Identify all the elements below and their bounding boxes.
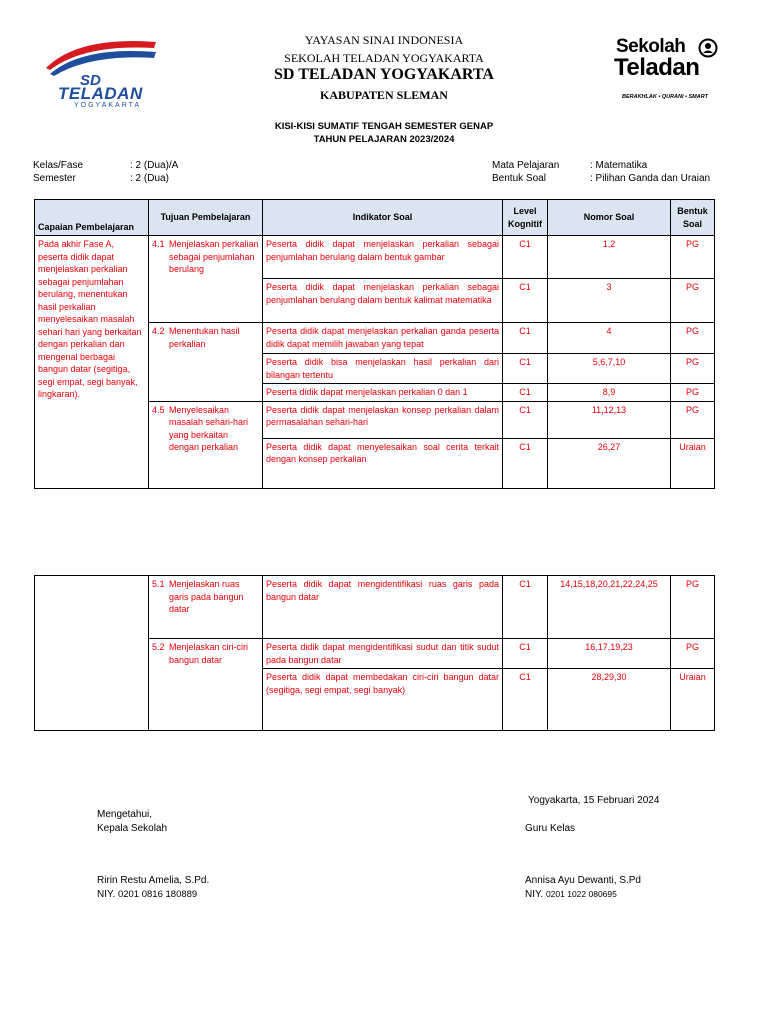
- bentuk-cell: PG: [671, 401, 715, 438]
- emblem-icon: [698, 38, 718, 58]
- header-level: Level Kognitif: [503, 200, 548, 236]
- nomor-cell: 1,2: [548, 236, 671, 279]
- table-row: [35, 576, 715, 639]
- left-niy-number: 0201 0816 180889: [117, 889, 198, 900]
- left-niy: [97, 889, 197, 900]
- foundation-name: YAYASAN SINAI INDONESIA: [304, 33, 464, 47]
- right-niy: [525, 889, 617, 900]
- bentuk-cell: PG: [671, 279, 715, 323]
- level-cell: C1: [503, 354, 548, 384]
- kelas-label: Kelas/Fase: [33, 160, 84, 171]
- semester-label: Semester: [33, 173, 76, 184]
- indikator-cell: Peserta didik dapat mengidentifikasi sudut dan titik sudut pada bangun datar: [263, 639, 503, 669]
- left-name: Ririn Restu Amelia, S.Pd.: [97, 875, 210, 886]
- mapel-value: : Matematika: [590, 160, 648, 171]
- bentuk-cell: PG: [671, 639, 715, 669]
- bentuk-value: : Pilihan Ganda dan Uraian: [590, 173, 711, 184]
- nomor-cell: 3: [548, 279, 671, 323]
- logo-teladan-word: TELADAN: [58, 84, 143, 103]
- tp-text: Menentukan hasil perkalian: [169, 326, 240, 349]
- nomor-cell: 28,29,30: [548, 669, 671, 731]
- bentuk-cell: Uraian: [671, 669, 715, 731]
- right-niy-label: NIY.: [525, 889, 544, 900]
- tp-number: 5.1: [152, 579, 165, 589]
- right-logo: [612, 36, 724, 106]
- level-cell: C1: [503, 384, 548, 402]
- left-role-1: Mengetahui,: [97, 809, 153, 820]
- bentuk-cell: PG: [671, 354, 715, 384]
- logo-teladan-text-right: Teladan: [614, 54, 700, 81]
- indikator-cell: Peserta didik dapat menjelaskan konsep perkalian dalam permasalahan sehari-hari: [263, 401, 503, 438]
- level-cell: C1: [503, 236, 548, 279]
- logo-sekolah-text: Sekolah: [616, 36, 686, 57]
- bentuk-label: Bentuk Soal: [492, 173, 546, 184]
- nomor-cell: 5,6,7,10: [548, 354, 671, 384]
- table-header-row: [35, 200, 715, 236]
- logo-tagline: BERAKHLAK • QURANI • SMART: [622, 94, 708, 100]
- indikator-cell: Peserta didik dapat menjelaskan perkalian 0 dan 1: [263, 384, 503, 402]
- bentuk-cell: PG: [671, 576, 715, 639]
- right-niy-number: 0201 1022 080695: [545, 889, 617, 899]
- tp-number: 5.2: [152, 642, 165, 652]
- cp-text: Pada akhir Fase A, peserta didik dapat menjelaskan perkalian sebagai penjumlahan berulang, menentukan hasil perkalian menyelesaikan masalah sehari hari yang berkaitan dengan perkalian dan mengenal berbagai bangun datar (segitiga, segi empat, segi banyak, lingkaran).: [38, 239, 142, 399]
- indikator-cell: Peserta didik dapat menjelaskan perkalian ganda peserta didik dapat memilih jawaban yang tepat: [263, 323, 503, 354]
- tp-cell: [149, 401, 263, 488]
- school-main-name: SD TELADAN YOGYAKARTA: [274, 66, 494, 83]
- nomor-cell: 11,12,13: [548, 401, 671, 438]
- place-date: Yogyakarta, 15 Februari 2024: [528, 795, 660, 806]
- tp-text: Menjelaskan perkalian sebagai penjumlahan berulang: [169, 239, 259, 274]
- right-role: Guru Kelas: [525, 823, 576, 834]
- tp-number: 4.1: [152, 239, 165, 249]
- tp-cell: [149, 236, 263, 323]
- doc-title: KISI-KISI SUMATIF TENGAH SEMESTER GENAP: [274, 121, 494, 132]
- table-row: [35, 236, 715, 279]
- right-name: Annisa Ayu Dewanti, S.Pd: [525, 875, 641, 886]
- nomor-cell: 26,27: [548, 438, 671, 488]
- tp-text: Menjelaskan ciri-ciri bangun datar: [169, 642, 249, 665]
- indikator-cell: Peserta didik dapat menjelaskan perkalian sebagai penjumlahan berulang dalam bentuk gambar: [263, 236, 503, 279]
- header-nomor: Nomor Soal: [548, 200, 671, 236]
- mapel-label: Mata Pelajaran: [492, 160, 560, 171]
- level-cell: C1: [503, 323, 548, 354]
- header-indikator: Indikator Soal: [263, 200, 503, 236]
- tp-number: 4.5: [152, 404, 165, 415]
- tp-text: Menyelesaikan masalah sehari-hari yang berkaitan dengan perkalian: [169, 404, 249, 452]
- level-cell: C1: [503, 576, 548, 639]
- level-cell: C1: [503, 438, 548, 488]
- indikator-cell: Peserta didik dapat membedakan ciri-ciri bangun datar (segitiga, segi empat, segi banyak): [263, 669, 503, 731]
- tp-number: 4.2: [152, 326, 165, 336]
- level-cell: C1: [503, 401, 548, 438]
- level-cell: C1: [503, 639, 548, 669]
- header-tp: Tujuan Pembelajaran: [149, 200, 263, 236]
- tp-cell: [149, 576, 263, 639]
- cp-cell-empty: [35, 576, 149, 731]
- left-niy-label: NIY.: [97, 889, 116, 900]
- nomor-cell: 4: [548, 323, 671, 354]
- indikator-cell: Peserta didik bisa menjelaskan hasil perkalian dari bilangan tertentu: [263, 354, 503, 384]
- bentuk-cell: Uraian: [671, 438, 715, 488]
- tp-cell: [149, 639, 263, 731]
- bentuk-cell: PG: [671, 384, 715, 402]
- bentuk-cell: PG: [671, 323, 715, 354]
- tp-text: Menjelaskan ruas garis pada bangun datar: [169, 579, 244, 614]
- tp-cell: [149, 323, 263, 402]
- semester-value: : 2 (Dua): [130, 173, 169, 184]
- school-name: SEKOLAH TELADAN YOGYAKARTA: [284, 51, 484, 65]
- level-cell: C1: [503, 669, 548, 731]
- left-role-2: Kepala Sekolah: [97, 823, 168, 834]
- nomor-cell: 16,17,19,23: [548, 639, 671, 669]
- doc-subtitle: TAHUN PELAJARAN 2023/2024: [313, 134, 455, 145]
- nomor-cell: 8,9: [548, 384, 671, 402]
- indikator-cell: Peserta didik dapat menyelesaikan soal cerita terkait dengan konsep perkalian: [263, 438, 503, 488]
- kelas-value: : 2 (Dua)/A: [130, 160, 179, 171]
- cp-cell: [35, 236, 149, 489]
- indikator-cell: Peserta didik dapat menjelaskan perkalian sebagai penjumlahan berulang dalam bentuk kalimat matematika: [263, 279, 503, 323]
- nomor-cell: 14,15,18,20,21,22,24,25: [548, 576, 671, 639]
- logo-sd-text: SD: [80, 72, 101, 89]
- header-cp: Capaian Pembelajaran: [35, 200, 149, 236]
- kisi-table-2: [34, 575, 715, 731]
- indikator-cell: Peserta didik dapat mengidentifikasi ruas garis pada bangun datar: [263, 576, 503, 639]
- bentuk-cell: PG: [671, 236, 715, 279]
- header-bentuk: Bentuk Soal: [671, 200, 715, 236]
- level-cell: C1: [503, 279, 548, 323]
- kisi-table-1: [34, 199, 715, 489]
- logo-yogyakarta-text: YOGYAKARTA: [74, 102, 142, 109]
- district-name: KABUPATEN SLEMAN: [320, 88, 448, 102]
